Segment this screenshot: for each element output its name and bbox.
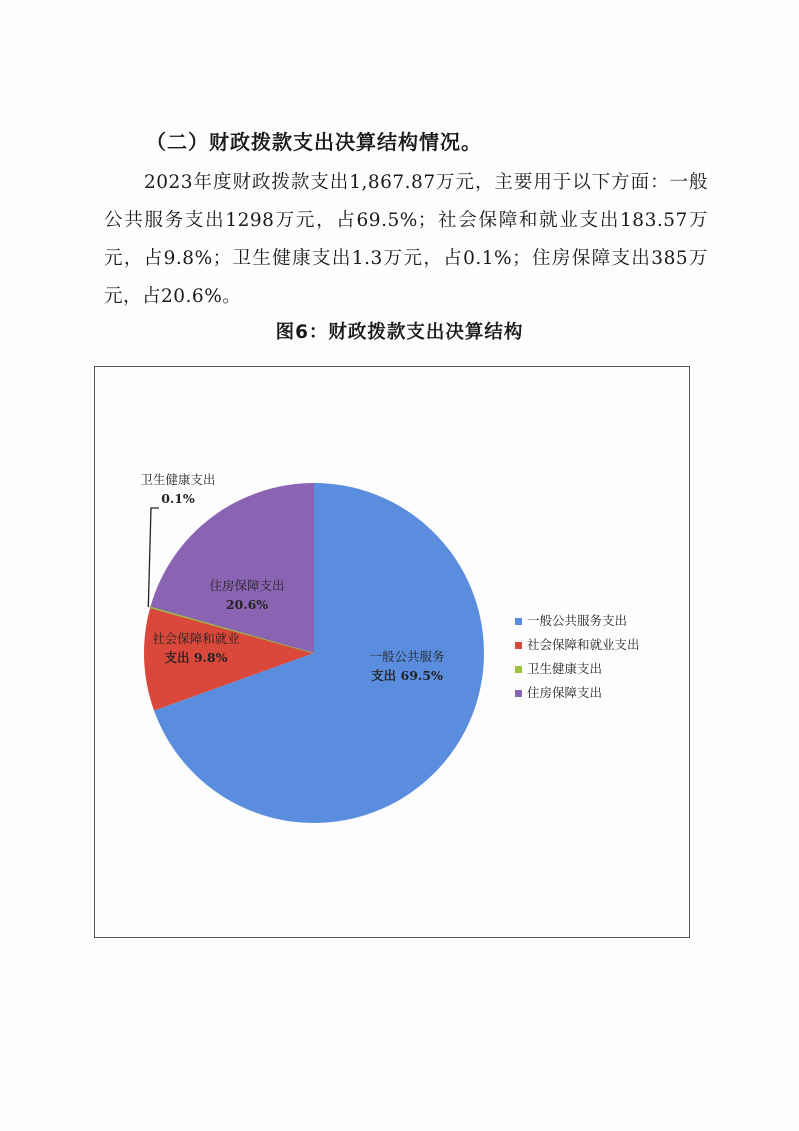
slice-label-0: 一般公共服务 xyxy=(369,649,445,664)
slice-label-1: 社会保障和就业 xyxy=(152,631,240,646)
legend-swatch-1 xyxy=(515,642,522,649)
legend-swatch-0 xyxy=(515,618,522,625)
slice-value-label-0: 支出 69.5% xyxy=(371,668,443,683)
slice-value-label-2: 0.1% xyxy=(161,491,195,506)
figure-caption: 图6：财政拨款支出决算结构 xyxy=(275,322,524,343)
slice-value-label-1: 支出 9.8% xyxy=(164,650,228,665)
slice-label-3: 住房保障支出 xyxy=(209,578,285,593)
slice-label-2: 卫生健康支出 xyxy=(140,472,216,487)
slice-value-label-3: 20.6% xyxy=(225,597,269,612)
body-paragraph: 2023年度财政拨款支出1,867.87万元，主要用于以下方面：一般公共服务支出1298万元，占69.5%；社会保障和就业支出183.57万元，占9.8%；卫生健康支出1.3万元，占0.1%；住房保障支出385万元，占20.6%。 xyxy=(104,172,708,307)
legend-label-2: 卫生健康支出 xyxy=(527,661,603,676)
legend-label-0: 一般公共服务支出 xyxy=(527,613,628,628)
legend-label-3: 住房保障支出 xyxy=(527,685,603,700)
legend-label-1: 社会保障和就业支出 xyxy=(527,637,640,652)
legend-swatch-2 xyxy=(515,666,522,673)
section-heading: （二）财政拨款支出决算结构情况。 xyxy=(146,130,482,154)
chart-frame xyxy=(94,366,690,938)
pie-chart xyxy=(95,367,689,937)
legend-swatch-3 xyxy=(515,690,522,697)
